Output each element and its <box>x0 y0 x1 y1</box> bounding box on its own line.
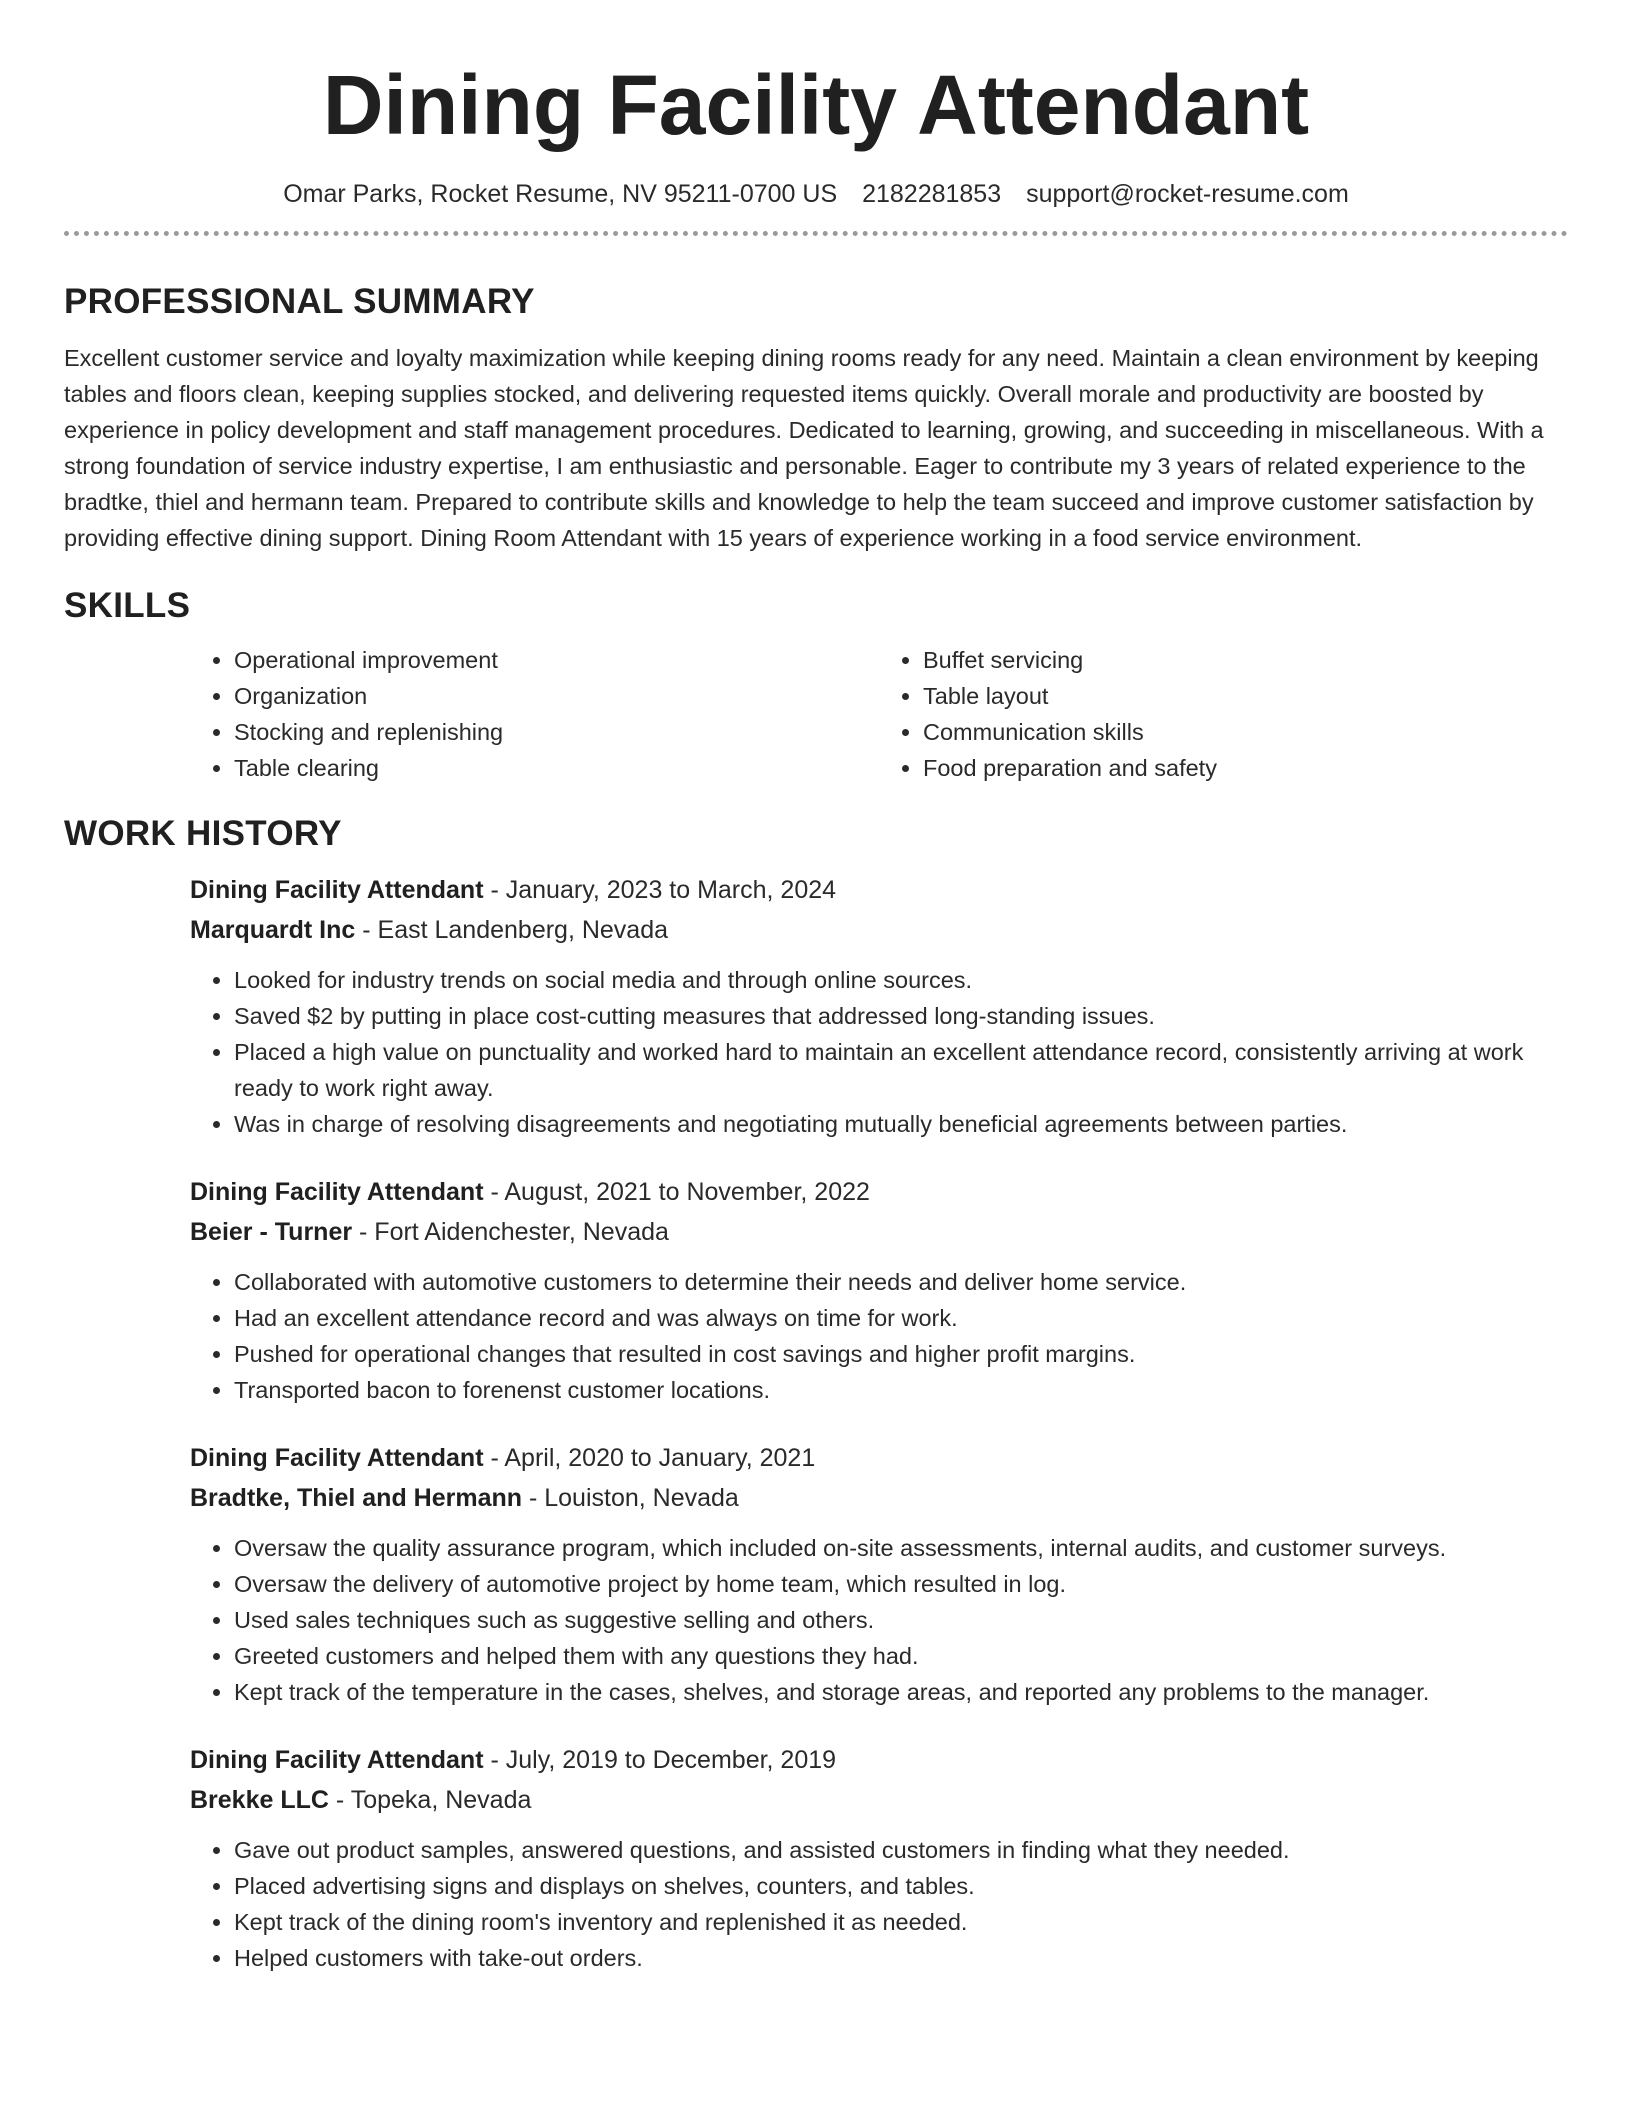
job-dates: April, 2020 to January, 2021 <box>504 1444 816 1472</box>
contact-line <box>64 177 1568 211</box>
job-bullet: • Collaborated with automotive customers to determine their needs and deliver home service. <box>234 1264 1568 1300</box>
job-bullet: • Transported bacon to forenenst customer locations. <box>234 1372 1568 1408</box>
job-bullet: • Helped customers with take-out orders. <box>234 1940 1568 1976</box>
job-company-line: Brekke LLC - Topeka, Nevada <box>190 1786 532 1814</box>
skills-heading: SKILLS <box>64 586 191 625</box>
job-bullet: • Greeted customers and helped them with any questions they had. <box>234 1638 1568 1674</box>
skill-item: • Buffet servicing <box>923 642 1568 678</box>
job-company: Brekke LLC <box>190 1786 329 1814</box>
skill-item: • Stocking and replenishing <box>234 714 879 750</box>
job-location: Topeka, Nevada <box>350 1786 532 1814</box>
job-bullet: • Saved $2 by putting in place cost-cutting measures that addressed long-standing issues. <box>234 998 1568 1034</box>
job-company: Beier - Turner <box>190 1218 353 1246</box>
skill-item: • Food preparation and safety <box>923 750 1568 786</box>
job-company: Marquardt Inc <box>190 916 356 944</box>
job-location: East Landenberg, Nevada <box>377 916 669 944</box>
job-title: Dining Facility Attendant <box>190 1444 484 1472</box>
job-title-line: Dining Facility Attendant - July, 2019 to December, 2019 <box>190 1746 837 1774</box>
job-entry <box>190 1172 1568 1408</box>
skills-list-left <box>190 642 879 786</box>
job-entry <box>190 1740 1568 1976</box>
job-bullet: • Pushed for operational changes that resulted in cost savings and higher profit margins. <box>234 1336 1568 1372</box>
contact-phone: 2182281853 <box>862 180 1002 208</box>
job-bullets <box>190 1530 1568 1710</box>
job-company-line: Beier - Turner - Fort Aidenchester, Nevada <box>190 1218 669 1246</box>
skills-columns <box>190 642 1568 786</box>
job-company-line: Bradtke, Thiel and Hermann - Louiston, Nevada <box>190 1484 739 1512</box>
job-title-line: Dining Facility Attendant - April, 2020 to January, 2021 <box>190 1444 816 1472</box>
job-title: Dining Facility Attendant <box>190 1178 484 1206</box>
job-company-line: Marquardt Inc - East Landenberg, Nevada <box>190 916 669 944</box>
job-bullet: • Oversaw the delivery of automotive project by home team, which resulted in log. <box>234 1566 1568 1602</box>
work-heading: WORK HISTORY <box>64 814 342 853</box>
job-bullet: • Used sales techniques such as suggestive selling and others. <box>234 1602 1568 1638</box>
skill-item: • Communication skills <box>923 714 1568 750</box>
job-bullet: • Had an excellent attendance record and was always on time for work. <box>234 1300 1568 1336</box>
job-title-line: Dining Facility Attendant - August, 2021 to November, 2022 <box>190 1178 870 1206</box>
job-bullet: • Kept track of the temperature in the cases, shelves, and storage areas, and reported any problems to the manager. <box>234 1674 1568 1710</box>
job-title-line: Dining Facility Attendant - January, 2023 to March, 2024 <box>190 876 837 904</box>
job-bullets <box>190 962 1568 1142</box>
job-dates: January, 2023 to March, 2024 <box>505 876 837 904</box>
job-bullets <box>190 1264 1568 1408</box>
contact-address: Omar Parks, Rocket Resume, NV 95211-0700 US <box>283 180 838 208</box>
summary-heading: PROFESSIONAL SUMMARY <box>64 282 535 321</box>
skill-item: • Table clearing <box>234 750 879 786</box>
job-entry <box>190 1438 1568 1710</box>
summary-text: Excellent customer service and loyalty maximization while keeping dining rooms ready for any need. Maintain a clean environment by keeping tables and floors clean, keeping supplies stocked, and delivering requested items quickly. Overall morale and productivity are boosted by experience in policy development and staff management procedures. Dedicated to learning, growing, and succeeding in miscellaneous. With a strong foundation of service industry expertise, I am enthusiastic and personable. Eager to contribute my 3 years of related experience to the bradtke, thiel and hermann team. Prepared to contribute skills and knowledge to help the team succeed and improve customer satisfaction by providing effective dining support. Dining Room Attendant with 15 years of experience working in a food service environment. <box>64 345 1544 551</box>
job-bullets <box>190 1832 1568 1976</box>
job-bullet: • Kept track of the dining room's inventory and replenished it as needed. <box>234 1904 1568 1940</box>
skills-list-right <box>879 642 1568 786</box>
job-dates: August, 2021 to November, 2022 <box>504 1178 870 1206</box>
job-bullet: • Placed advertising signs and displays on shelves, counters, and tables. <box>234 1868 1568 1904</box>
header-divider <box>64 231 1568 236</box>
skill-item: • Table layout <box>923 678 1568 714</box>
job-title: Dining Facility Attendant <box>190 1746 484 1774</box>
job-company: Bradtke, Thiel and Hermann <box>190 1484 523 1512</box>
job-bullet: • Oversaw the quality assurance program, which included on-site assessments, internal audits, and customer surveys. <box>234 1530 1568 1566</box>
job-bullet: • Gave out product samples, answered questions, and assisted customers in finding what they needed. <box>234 1832 1568 1868</box>
job-dates: July, 2019 to December, 2019 <box>505 1746 837 1774</box>
job-location: Fort Aidenchester, Nevada <box>374 1218 669 1246</box>
resume-title: Dining Facility Attendant <box>322 58 1310 152</box>
skill-item: • Organization <box>234 678 879 714</box>
resume-page <box>64 0 1568 1976</box>
job-title: Dining Facility Attendant <box>190 876 484 904</box>
job-bullet: • Looked for industry trends on social media and through online sources. <box>234 962 1568 998</box>
skill-item: • Operational improvement <box>234 642 879 678</box>
job-entry <box>190 870 1568 1142</box>
contact-email: support@rocket-resume.com <box>1026 180 1349 208</box>
job-bullet: • Was in charge of resolving disagreements and negotiating mutually beneficial agreements between parties. <box>234 1106 1568 1142</box>
job-bullet: • Placed a high value on punctuality and worked hard to maintain an excellent attendance record, consistently arriving at work ready to work right away. <box>234 1034 1568 1106</box>
job-location: Louiston, Nevada <box>544 1484 739 1512</box>
